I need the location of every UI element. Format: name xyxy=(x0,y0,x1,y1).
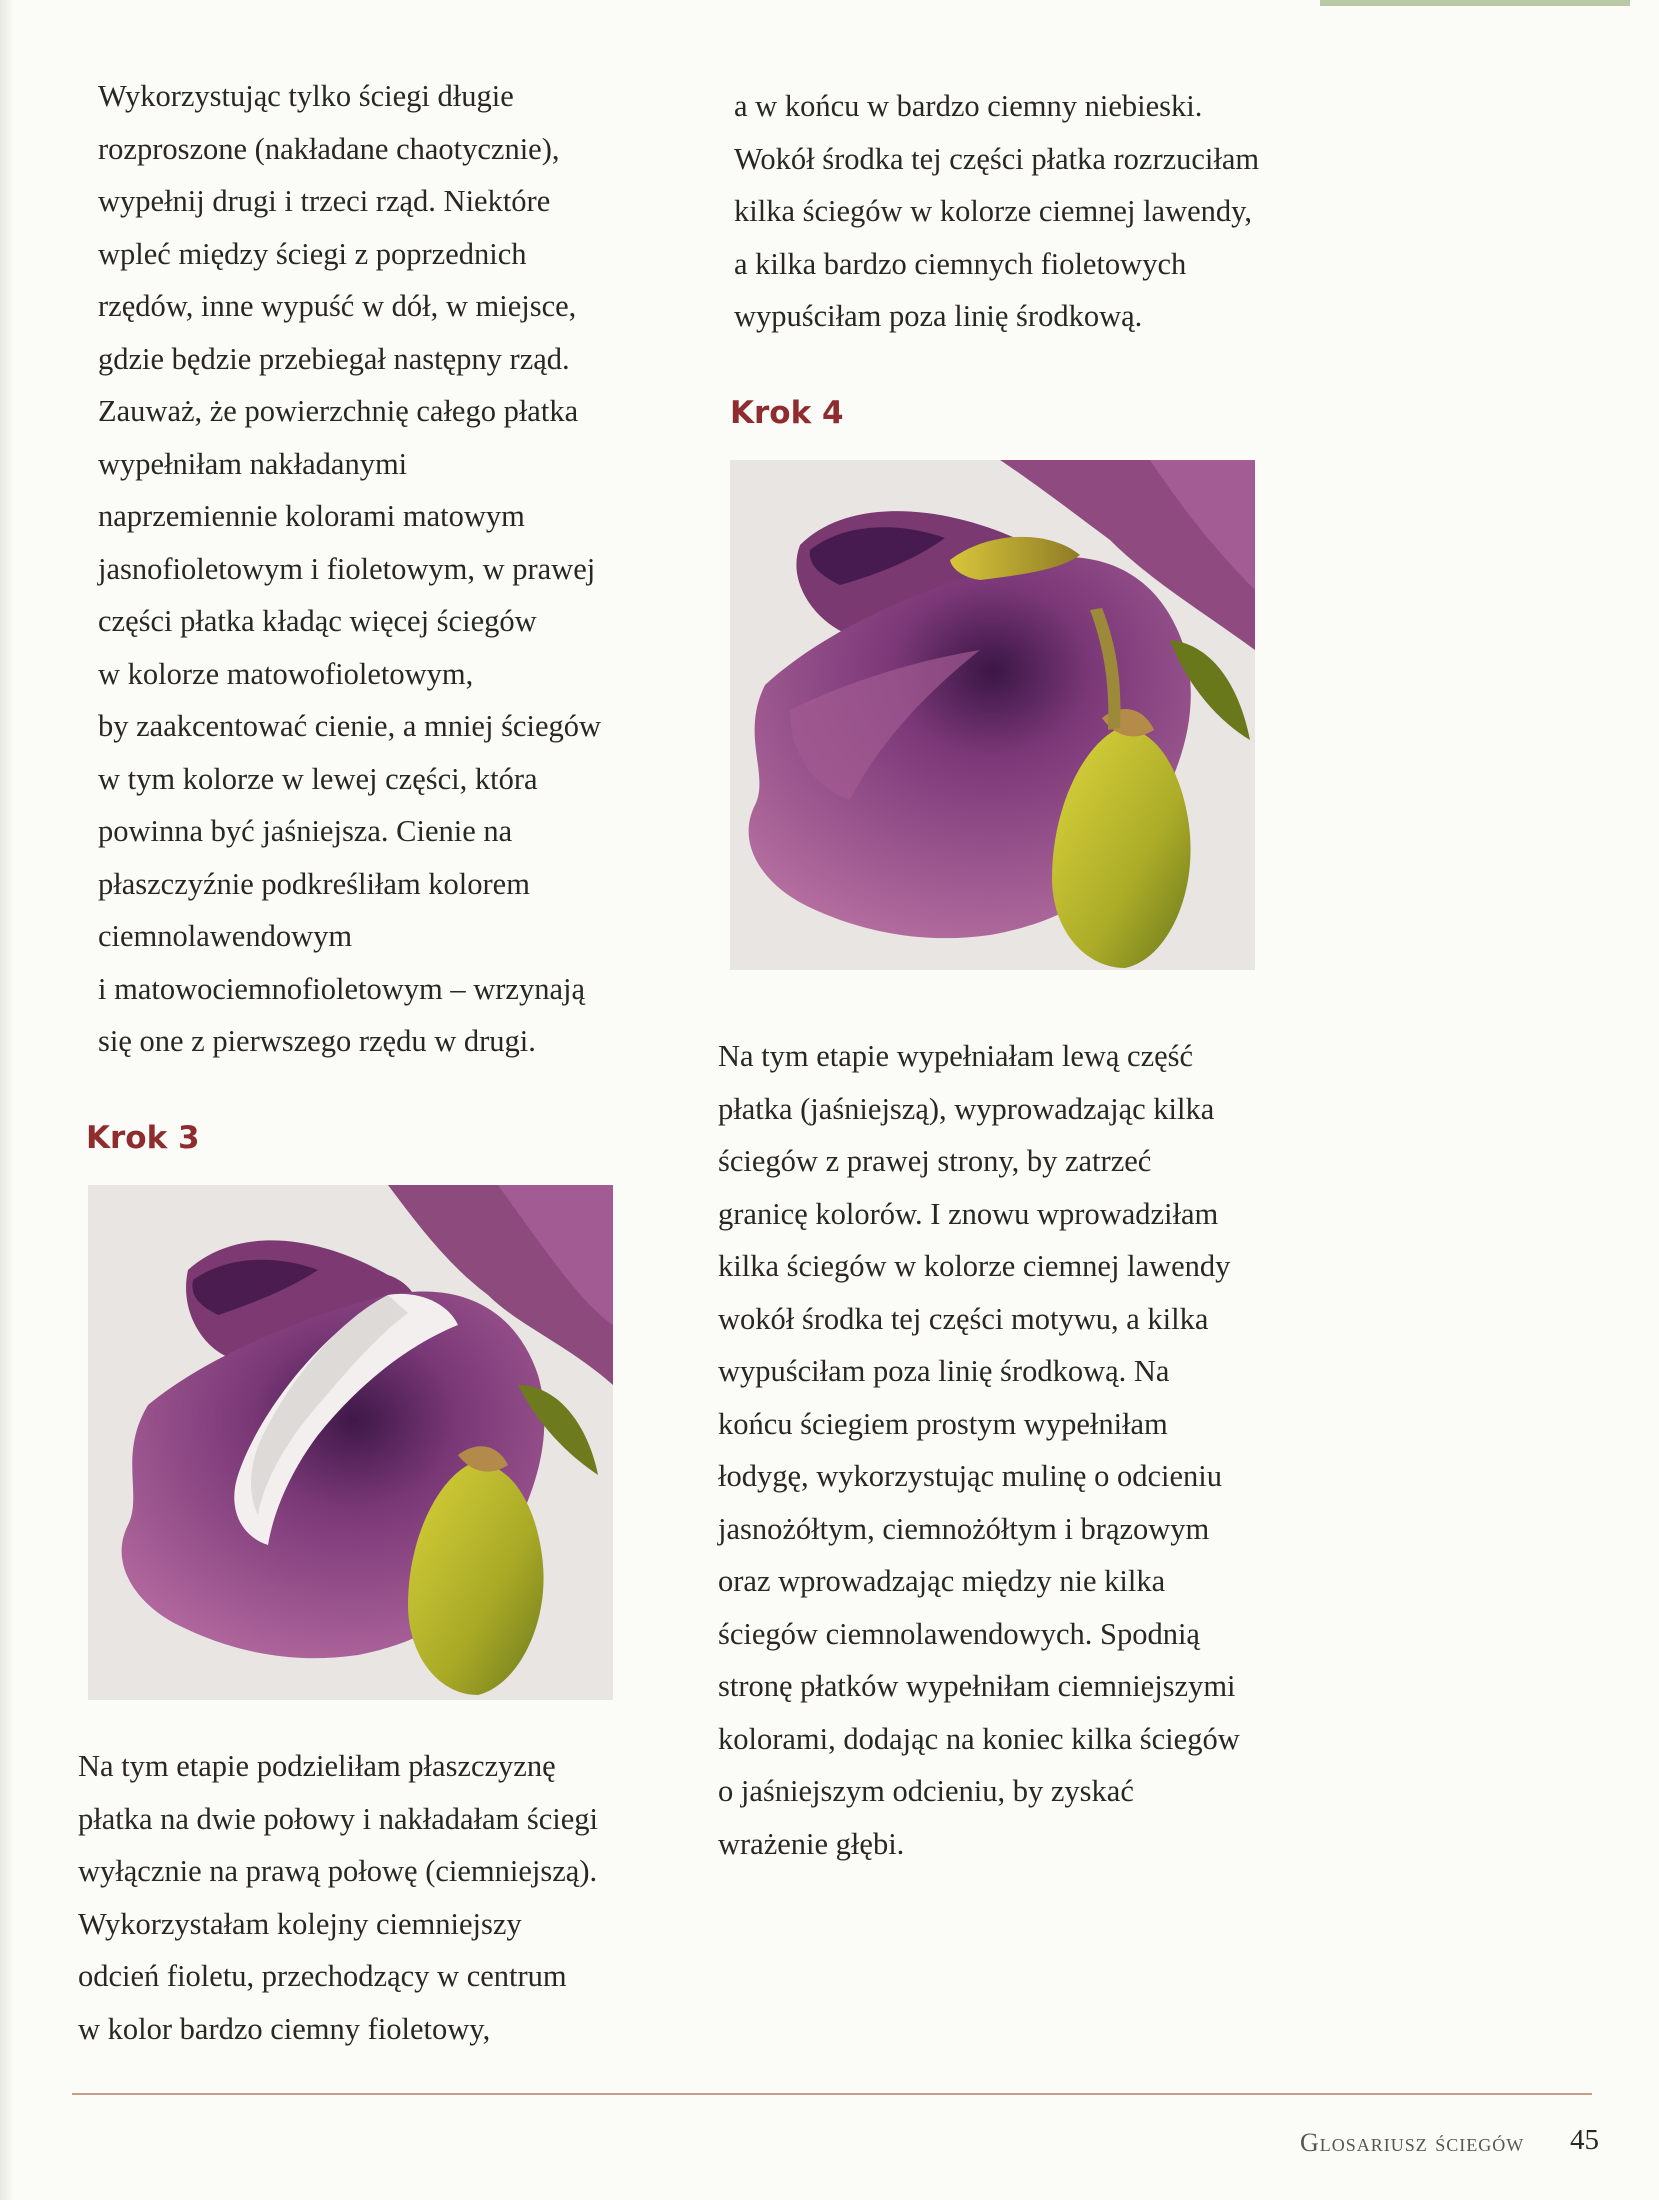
text-line: Zauważ, że powierzchnię całego płatka xyxy=(98,394,579,428)
text-line: w kolor bardzo ciemny fioletowy, xyxy=(78,2011,491,2046)
text-line: kilka ściegów w kolorze ciemnej lawendy, xyxy=(734,194,1253,228)
text-line: oraz wprowadzając między nie kilka xyxy=(718,1564,1166,1598)
text-line: wypełniłam nakładanymi xyxy=(98,446,408,481)
text-line: płatka (jaśniejszą), wyprowadzając kilka xyxy=(718,1091,1215,1126)
text-line: granicę kolorów. I znowu wprowadziłam xyxy=(718,1196,1219,1231)
text-line: a w końcu w bardzo ciemny niebieski. xyxy=(734,89,1203,123)
text-line: odcień fioletu, przechodzący w centrum xyxy=(78,1959,567,1993)
text-line: jasnofioletowym i fioletowym, w prawej xyxy=(98,551,596,586)
text-line: wpleć między ściegi z poprzednich xyxy=(98,236,527,271)
text-line: kolorami, dodając na koniec kilka ściegów xyxy=(718,1721,1240,1756)
text-line: płatka na dwie połowy i nakładałam ściegi xyxy=(78,1801,599,1836)
page-gutter-shadow xyxy=(0,0,14,2200)
text-line: Wokół środka tej części płatka rozrzuciłam xyxy=(734,141,1260,176)
iris-embroidery-step3-image xyxy=(88,1185,613,1700)
text-line: wrażenie głębi. xyxy=(718,1826,905,1861)
step-3-continued-paragraph xyxy=(734,80,1354,343)
text-line: wypełnij drugi i trzeci rząd. Niektóre xyxy=(98,184,551,218)
text-line: jasnożółtym, ciemnożółtym i brązowym xyxy=(718,1511,1210,1546)
text-line: o jaśniejszym odcieniu, by zyskać xyxy=(718,1774,1134,1808)
text-line: ściegów ciemnolawendowych. Spodnią xyxy=(718,1616,1200,1651)
text-line: wokół środka tej części motywu, a kilka xyxy=(718,1301,1209,1336)
step-3-heading: Krok 3 xyxy=(86,1120,200,1156)
text-line: ciemnolawendowym xyxy=(98,919,353,953)
step-3-paragraph xyxy=(78,1740,698,2055)
text-line: łodygę, wykorzystując mulinę o odcieniu xyxy=(718,1459,1222,1493)
text-line: stronę płatków wypełniłam ciemniejszymi xyxy=(718,1669,1236,1703)
text-line: wypuściłam poza linię środkową. xyxy=(734,299,1143,333)
text-line: powinna być jaśniejsza. Cienie na xyxy=(98,814,513,848)
text-line: i matowociemnofioletowym – wrzynają xyxy=(98,971,586,1006)
step-4-paragraph xyxy=(718,1030,1358,1870)
iris-embroidery-step4-image xyxy=(730,460,1255,970)
text-line: się one z pierwszego rzędu w drugi. xyxy=(98,1024,536,1058)
text-line: w tym kolorze w lewej części, która xyxy=(98,761,538,796)
step-3-embroidery-photo xyxy=(88,1185,613,1700)
text-line: Wykorzystałam kolejny ciemniejszy xyxy=(78,1906,522,1941)
text-line: rozproszone (nakładane chaotycznie), xyxy=(98,131,560,166)
top-accent-bar xyxy=(1320,0,1630,6)
text-line: końcu ściegiem prostym wypełniłam xyxy=(718,1406,1168,1441)
text-line: Na tym etapie podzieliłam płaszczyznę xyxy=(78,1749,556,1783)
text-line: naprzemiennie kolorami matowym xyxy=(98,499,525,533)
text-line: gdzie będzie przebiegał następny rząd. xyxy=(98,341,570,376)
text-line: rzędów, inne wypuść w dół, w miejsce, xyxy=(98,289,577,323)
text-line: wypuściłam poza linię środkową. Na xyxy=(718,1354,1170,1388)
text-line: części płatka kładąc więcej ściegów xyxy=(98,604,537,638)
step-4-embroidery-photo xyxy=(730,460,1255,970)
intro-paragraph xyxy=(98,70,698,1068)
running-title: Glosariusz ściegów xyxy=(1300,2128,1525,2157)
text-line: w kolorze matowofioletowym, xyxy=(98,656,474,691)
text-line: kilka ściegów w kolorze ciemnej lawendy xyxy=(718,1249,1231,1283)
page-number: 45 xyxy=(1570,2124,1599,2156)
text-line: ściegów z prawej strony, by zatrzeć xyxy=(718,1144,1152,1178)
text-line: wyłącznie na prawą połowę (ciemniejszą). xyxy=(78,1854,598,1888)
footer-rule xyxy=(72,2093,1592,2095)
text-line: Na tym etapie wypełniałam lewą część xyxy=(718,1039,1194,1073)
text-line: by zaakcentować cienie, a mniej ściegów xyxy=(98,709,602,743)
text-line: Wykorzystując tylko ściegi długie xyxy=(98,79,514,113)
text-line: płaszczyźnie podkreśliłam kolorem xyxy=(98,866,530,901)
step-4-heading: Krok 4 xyxy=(730,395,844,431)
text-line: a kilka bardzo ciemnych fioletowych xyxy=(734,246,1187,281)
